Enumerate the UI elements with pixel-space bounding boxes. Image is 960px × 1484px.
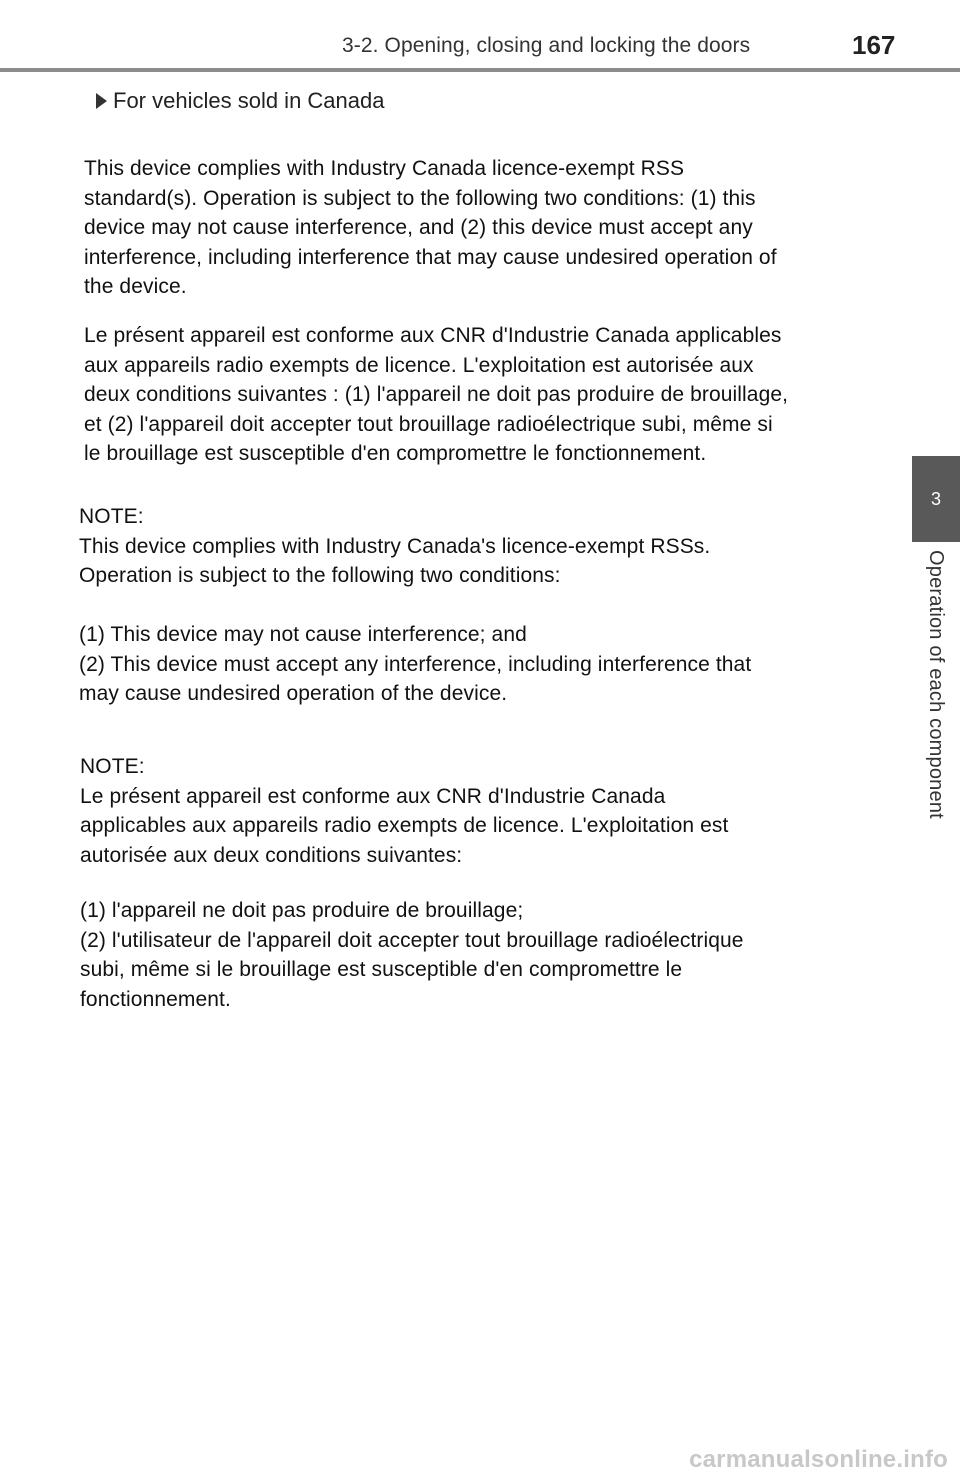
english-note-intro: NOTE: This device complies with Industry Canada's licence-exempt RSSs. Operation is subject to the following two conditions: — [79, 505, 711, 587]
header-rule — [0, 68, 960, 72]
french-note-intro: NOTE: Le présent appareil est conforme aux CNR d'Industrie Canada applicables aux appareils radio exempts de licence. L'exploitation est autorisée aux deux conditions suivantes: — [80, 755, 729, 867]
chapter-tab — [912, 456, 960, 542]
french-compliance-statement: Le présent appareil est conforme aux CNR d'Industrie Canada applicables aux appareils radio exempts de licence. L'exploitation est autorisée aux deux conditions suivantes : (1) l'appareil ne doit pas produire de brouillage, et (2) l'appareil doit accepter tout brouillage radioélectrique subi, même si le brouillage est susceptible d'en compromettre le fonctionnement. — [84, 324, 789, 465]
triangle-bullet-icon — [96, 93, 107, 109]
english-note-conditions: (1) This device may not cause interference; and (2) This device must accept any interference, including interference that may cause undesired operation of the device. — [79, 623, 752, 705]
subheading — [96, 88, 384, 114]
english-compliance-statement: This device complies with Industry Canada licence-exempt RSS standard(s). Operation is subject to the following two conditions: (1) this device may not cause interference, and (2) this device must accept any interference, including interference that may cause undesired operation of the device. — [84, 157, 777, 298]
header-section-title: 3-2. Opening, closing and locking the doors — [342, 34, 751, 57]
subheading-text: For vehicles sold in Canada — [113, 88, 385, 113]
watermark: carmanualsonline.info — [689, 1446, 948, 1473]
chapter-title: Operation of each component — [925, 550, 947, 819]
french-note-conditions: (1) l'appareil ne doit pas produire de brouillage; (2) l'utilisateur de l'appareil doit accepter tout brouillage radioélectrique subi, même si le brouillage est susceptible d'en compromettre le fonctionnement. — [80, 899, 744, 1011]
chapter-number: 3 — [930, 488, 941, 509]
page-number: 167 — [852, 30, 896, 60]
